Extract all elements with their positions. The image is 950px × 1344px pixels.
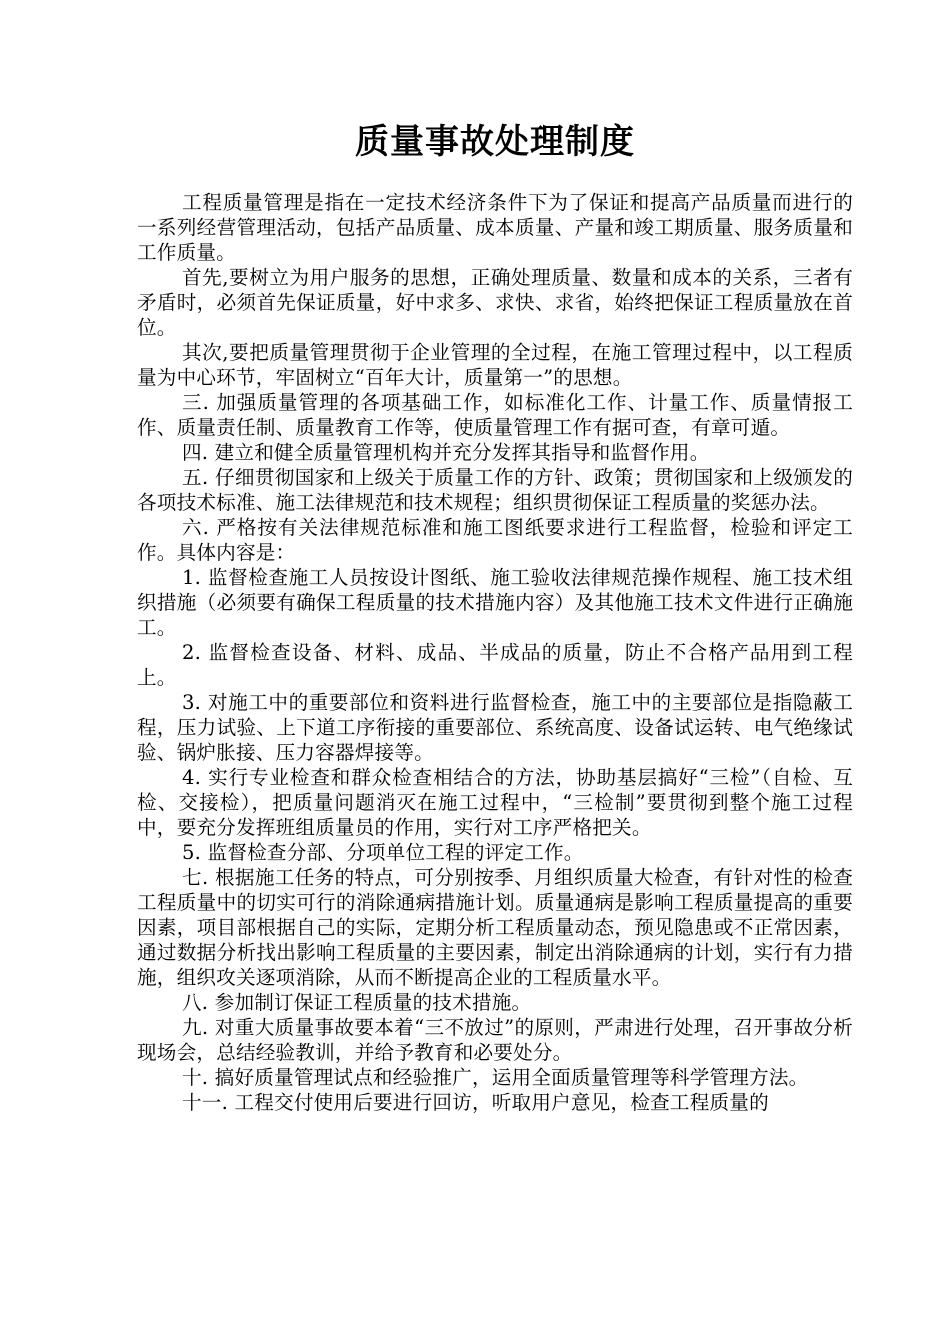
paragraph-item-8: 八. 参加制订保证工程质量的技术措施。: [182, 991, 532, 1014]
paragraph-item-3: 三. 加强质量管理的各项基础工作，如标准化工作、计量工作、质量情报工作、质量责任制、质量教育工作等，使质量管理工作有据可查，有章可遁。: [137, 391, 853, 439]
paragraph-first: 首先,要树立为用户服务的思想，正确处理质量、数量和成本的关系，三者有矛盾时，必须首先保证质量，好中求多、求快、求省，始终把保证工程质量放在首位。: [137, 266, 853, 339]
paragraph-item-6: 六. 严格按有关法律规范标准和施工图纸要求进行工程监督，检验和评定工作。具体内容是：: [137, 516, 853, 564]
paragraph-subitem-4: 4. 实行专业检查和群众检查相结合的方法，协助基层搞好“三检”（自检、互检、交接检），把质量问题消灭在施工过程中，“三检制”要贯彻到整个施工过程中，要充分发挥班组质量员的作用，实行对工序严格把关。: [137, 766, 853, 839]
paragraph-item-5: 五. 仔细贯彻国家和上级关于质量工作的方针、政策；贯彻国家和上级颁发的各项技术标准、施工法律规范和技术规程；组织贯彻保证工程质量的奖惩办法。: [137, 466, 853, 514]
paragraph-subitem-2: 2. 监督检查设备、材料、成品、半成品的质量，防止不合格产品用到工程上。: [137, 641, 853, 689]
paragraph-second: 其次,要把质量管理贯彻于企业管理的全过程，在施工管理过程中，以工程质量为中心环节，牢固树立“百年大计，质量第一”的思想。: [137, 341, 853, 389]
document-body: [137, 190, 853, 1115]
paragraph-item-10: 十. 搞好质量管理试点和经验推广，运用全面质量管理等科学管理方法。: [182, 1066, 809, 1089]
paragraph-item-9: 九. 对重大质量事故要本着“三不放过”的原则，严肃进行处理，召开事故分析现场会，总结经验教训，并给予教育和必要处分。: [137, 1016, 853, 1064]
paragraph-item-4: 四. 建立和健全质量管理机构并充分发挥其指导和监督作用。: [182, 441, 710, 464]
paragraph-subitem-1: 1. 监督检查施工人员按设计图纸、施工验收法律规范操作规程、施工技术组织措施（必须要有确保工程质量的技术措施内容）及其他施工技术文件进行正确施工。: [137, 566, 853, 639]
paragraph-intro: 工程质量管理是指在一定技术经济条件下为了保证和提高产品质量而进行的一系列经营管理活动，包括产品质量、成本质量、产量和竣工期质量、服务质量和工作质量。: [137, 191, 853, 264]
document-title: 质量事故处理制度: [355, 122, 635, 162]
paragraph-subitem-5: 5. 监督检查分部、分项单位工程的评定工作。: [182, 841, 584, 864]
paragraph-item-7: 七. 根据施工任务的特点，可分别按季、月组织质量大检查，有针对性的检查工程质量中的切实可行的消除通病措施计划。质量通病是影响工程质量提高的重要因素，项目部根据自己的实际，定期分析工程质量动态，预见隐患或不正常因素，通过数据分析找出影响工程质量的主要因素，制定出消除通病的计划，实行有力措施，组织攻关逐项消除，从而不断提高企业的工程质量水平。: [137, 866, 853, 989]
paragraph-item-11: 十一. 工程交付使用后要进行回访，听取用户意见，检查工程质量的: [182, 1091, 769, 1114]
paragraph-subitem-3: 3. 对施工中的重要部位和资料进行监督检查，施工中的主要部位是指隐蔽工程，压力试验、上下道工序衔接的重要部位、系统高度、设备试运转、电气绝缘试验、锅炉胀接、压力容器焊接等。: [137, 691, 853, 764]
document-page: [137, 0, 853, 1115]
